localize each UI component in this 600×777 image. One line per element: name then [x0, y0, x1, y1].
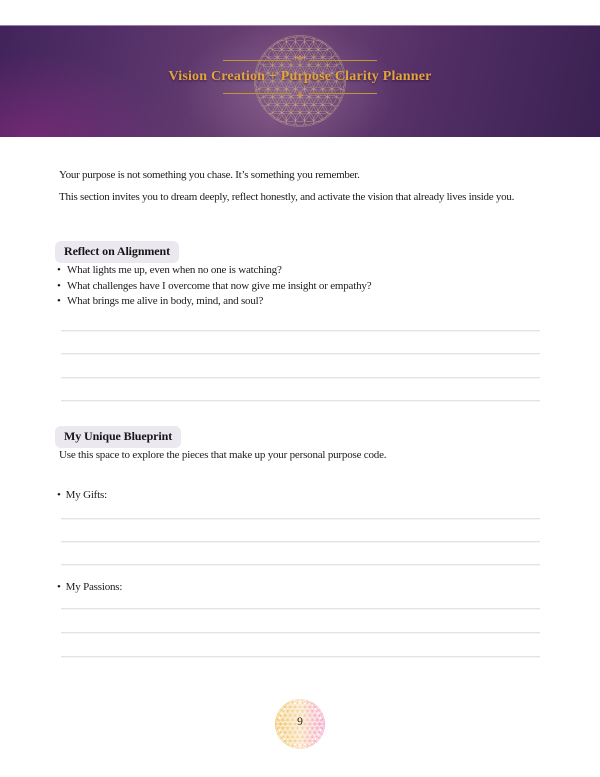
bullet-question: • What lights me up, even when no one is watching?: [57, 263, 543, 279]
page-title: Vision Creation + Purpose Clarity Planner: [168, 69, 432, 84]
rule-line: [223, 60, 291, 61]
page-number: 9: [297, 716, 303, 728]
fleur-ornament-icon: ⚜: [295, 88, 305, 99]
ornament-rule-top: [223, 54, 377, 66]
blueprint-description: Use this space to explore the pieces that make up your personal purpose code.: [59, 449, 387, 461]
reflection-question-list: [57, 263, 543, 310]
writing-line: [61, 541, 540, 542]
bullet-dot-icon: •: [57, 489, 61, 501]
writing-line: [61, 518, 540, 519]
section-heading-label: Reflect on Alignment: [64, 244, 170, 258]
prompt-my-gifts: [57, 489, 107, 501]
intro-paragraph-1: Your purpose is not something you chase. It’s something you remember.: [59, 169, 360, 181]
prompt-label: My Passions:: [65, 581, 123, 593]
bullet-question: • What challenges have I overcome that now give me insight or empathy?: [57, 279, 543, 295]
ornament-rule-bottom: [223, 87, 377, 99]
prompt-label: My Gifts:: [65, 489, 107, 501]
section-heading-reflect: [55, 241, 179, 263]
writing-line: [61, 608, 540, 609]
bullet-question: • What brings me alive in body, mind, and soul?: [57, 294, 543, 310]
writing-line: [61, 400, 540, 401]
writing-line: [61, 353, 540, 354]
header-title-block: [0, 54, 600, 99]
rule-line: [309, 93, 377, 94]
writing-line: [61, 377, 540, 378]
rule-line: [309, 60, 377, 61]
prompt-my-passions: [57, 581, 122, 593]
header-banner: [0, 25, 600, 137]
rule-line: [223, 93, 291, 94]
fleur-ornament-icon: ⚜: [295, 54, 305, 65]
intro-paragraph-2: This section invites you to dream deeply, reflect honestly, and activate the vision that already lives inside you.: [59, 191, 515, 203]
section-heading-blueprint: [55, 426, 181, 448]
section-heading-label: My Unique Blueprint: [64, 429, 173, 443]
bullet-dot-icon: •: [57, 581, 61, 593]
writing-line: [61, 564, 540, 565]
writing-line: [61, 656, 540, 657]
page-number-badge: [274, 698, 326, 750]
writing-line: [61, 632, 540, 633]
writing-line: [61, 330, 540, 331]
